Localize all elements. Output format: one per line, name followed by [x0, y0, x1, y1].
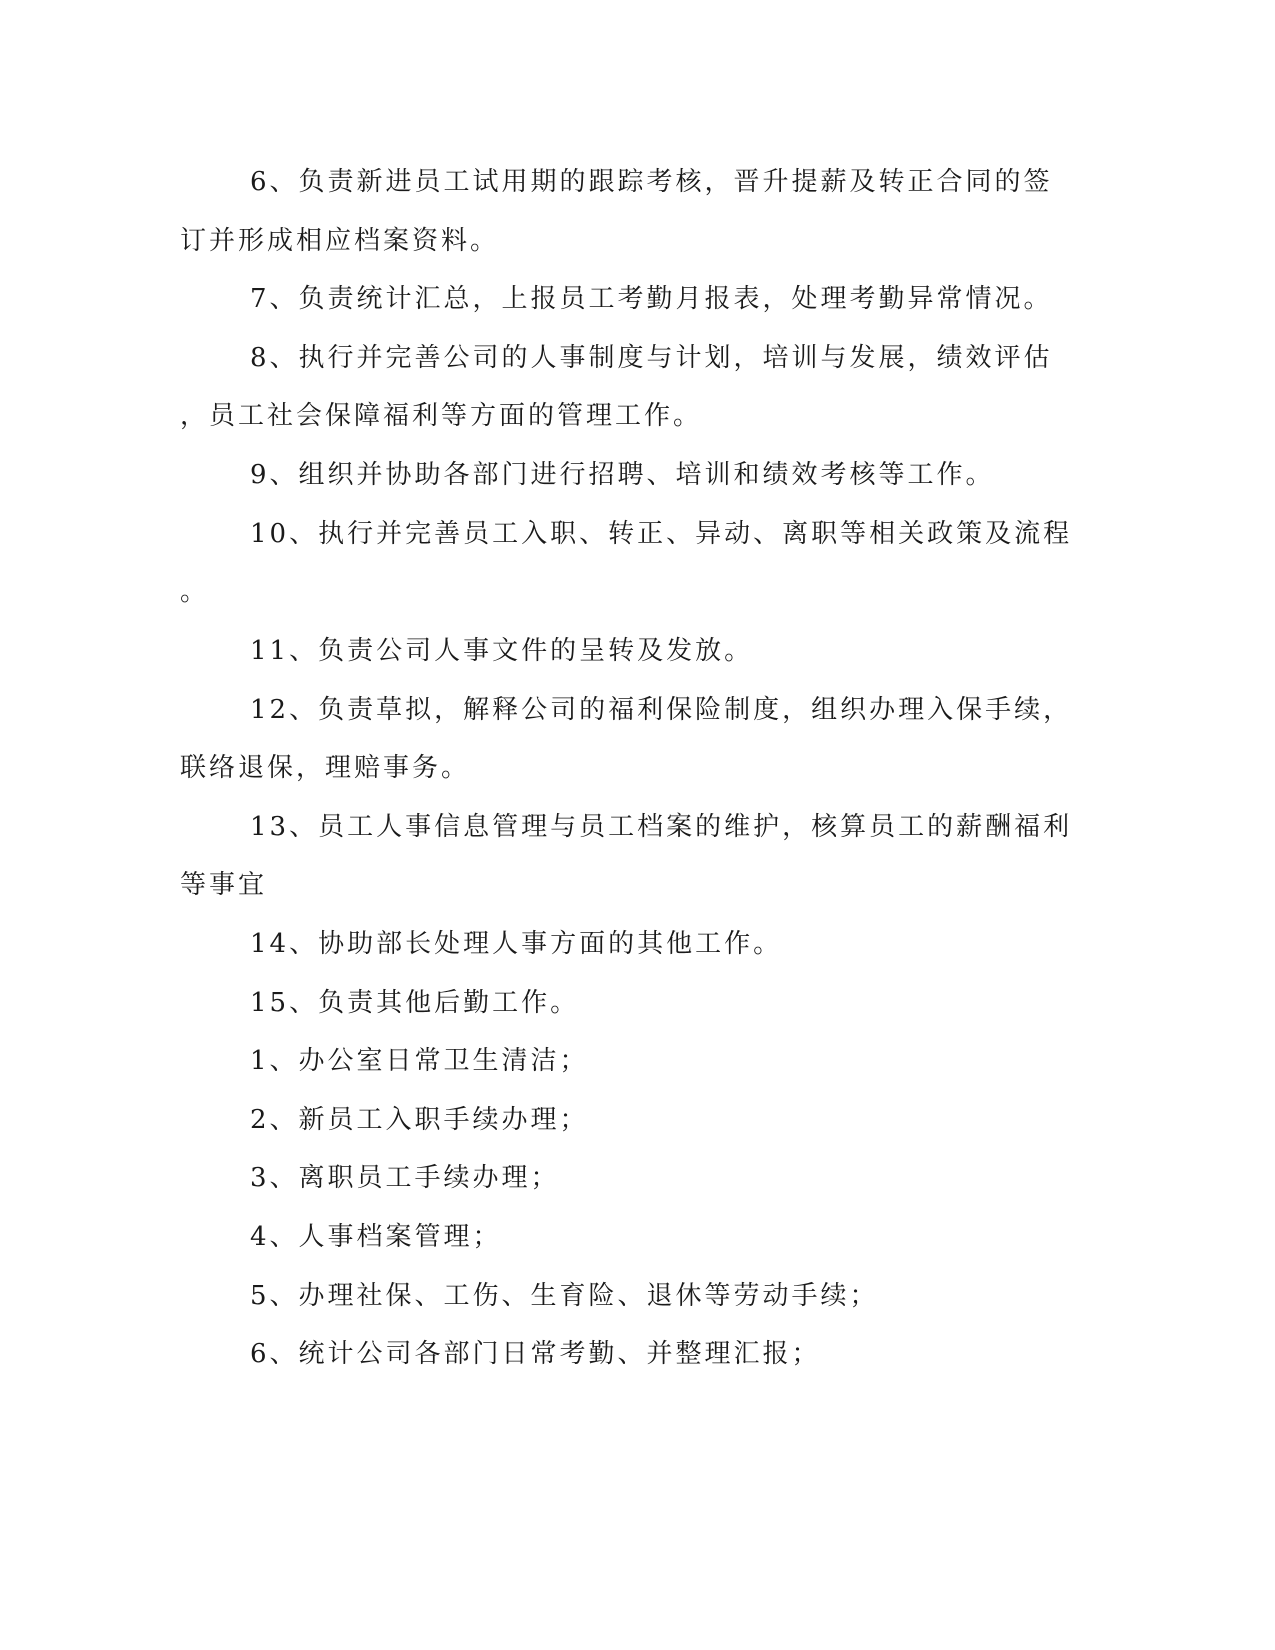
paragraph-line: 12、负责草拟，解释公司的福利保险制度，组织办理入保手续， — [250, 695, 1073, 725]
paragraph-line: 8、执行并完善公司的人事制度与计划，培训与发展，绩效评估 — [250, 343, 1053, 373]
paragraph-line: 3、离职员工手续办理； — [250, 1163, 560, 1193]
paragraph-line: 1、办公室日常卫生清洁； — [250, 1046, 589, 1076]
paragraph-line: 等事宜 — [180, 870, 268, 900]
paragraph-line: 6、统计公司各部门日常考勤、并整理汇报； — [250, 1339, 821, 1369]
paragraph-line: 7、负责统计汇总，上报员工考勤月报表，处理考勤异常情况。 — [250, 284, 1053, 314]
paragraph-line: 订并形成相应档案资料。 — [180, 226, 500, 256]
paragraph-line: 9、组织并协助各部门进行招聘、培训和绩效考核等工作。 — [250, 460, 995, 490]
paragraph-line: 15、负责其他后勤工作。 — [250, 988, 580, 1018]
paragraph-line: 2、新员工入职手续办理； — [250, 1105, 589, 1135]
paragraph-line: 5、办理社保、工伤、生育险、退休等劳动手续； — [250, 1281, 879, 1311]
paragraph-line: 10、执行并完善员工入职、转正、异动、离职等相关政策及流程 — [250, 519, 1073, 549]
paragraph-line: 4、人事档案管理； — [250, 1222, 502, 1252]
paragraph-line: 13、员工人事信息管理与员工档案的维护，核算员工的薪酬福利 — [250, 812, 1073, 842]
paragraph-line: 14、协助部长处理人事方面的其他工作。 — [250, 929, 783, 959]
paragraph-line: 11、负责公司人事文件的呈转及发放。 — [250, 636, 754, 666]
paragraph-line: 联络退保，理赔事务。 — [180, 753, 471, 783]
paragraph-line: 6、负责新进员工试用期的跟踪考核，晋升提薪及转正合同的签 — [250, 167, 1053, 197]
paragraph-line: ，员工社会保障福利等方面的管理工作。 — [180, 401, 703, 431]
paragraph-line: 。 — [180, 577, 210, 607]
